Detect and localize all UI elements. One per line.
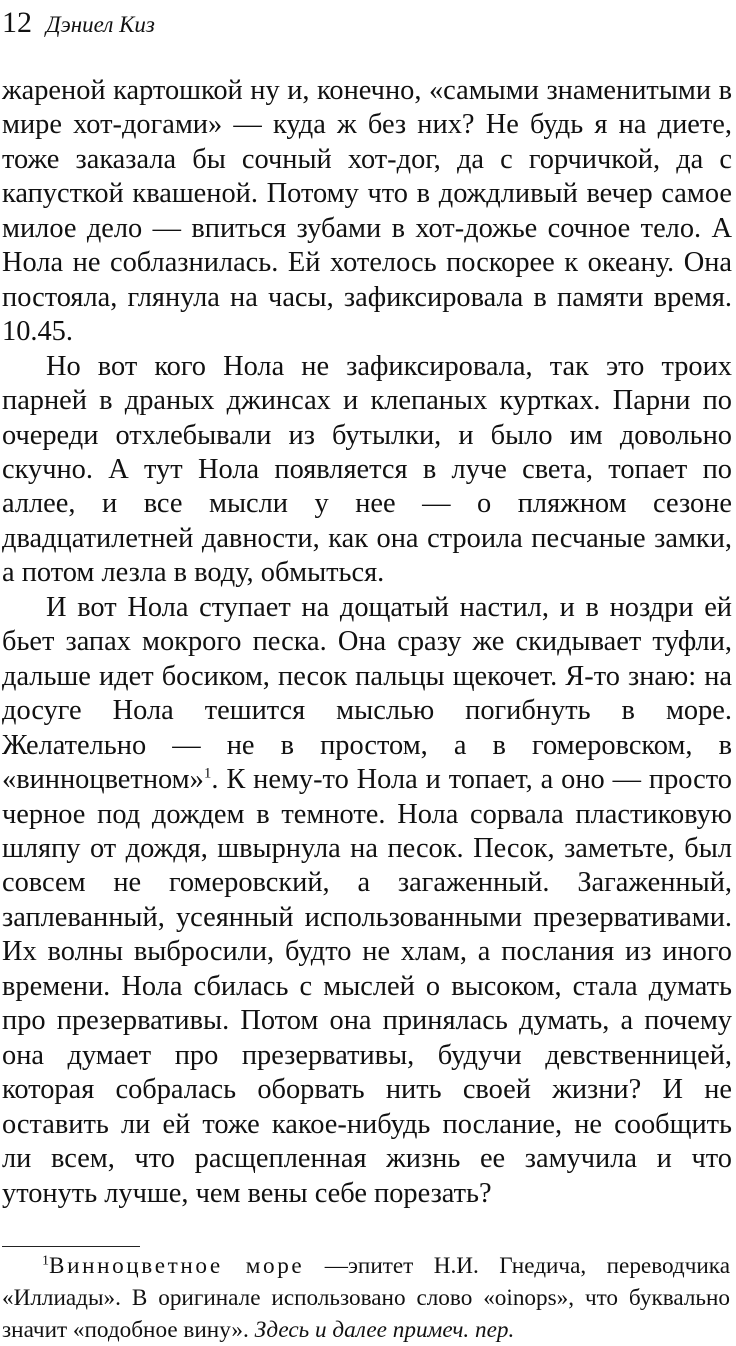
footnote-editor-note: Здесь и далее примеч. пер.: [254, 1317, 515, 1343]
footnote-divider: [2, 1246, 140, 1247]
footnote-text: —эпитет Н.И. Гнедича, переводчика «Иллиады». В оригинале использовано слово «oinops», что буквально значит «подобное вину».: [2, 1253, 730, 1343]
paragraph-3: [2, 591, 732, 1211]
paragraph-1-text: жареной картошкой ну и, конечно, «самыми знаменитыми в мире хот-догами» — куда ж без них? Не будь я на диете, тоже заказала бы сочный хот-дог, да с горчичкой, да с капусткой квашеной. Потому что в дождливый вечер самое милое дело — впиться зубами в хот-дожье сочное тело. А Нола не соблазнилась. Ей хотелось поскорее к океану. Она постояла, глянула на часы, зафиксировала в памяти время. 10.45.: [2, 75, 732, 348]
page-header: [2, 6, 155, 42]
running-head-author: Дэниел Киз: [46, 12, 155, 37]
footnote: [2, 1250, 730, 1346]
paragraph-2-text: Но вот кого Нола не зафиксировала, так это троих парней в драных джинсах и клепаных куртках. Парни по очереди отхлебывали из бутылки, и было им довольно скучно. А тут Нола появляется в луче света, топает по аллее, и все мысли у нее — о пляжном сезоне двадцатилетней давности, как она строила песчаные замки, а потом лезла в воду, обмыться.: [2, 350, 732, 589]
paragraph-1: [2, 74, 732, 350]
page-number: 12: [2, 6, 32, 39]
footnote-reference[interactable]: 1: [203, 765, 212, 782]
paragraph-3-text-before: И вот Нола ступает на дощатый настил, и в ноздри ей бьет запах мокрого песка. Она сразу же скидывает туфли, дальше идет босиком, песок пальцы щекочет. Я-то знаю: на досуге Нола тешится мыслью погибнуть в море. Желательно — не в простом, а в гомеровском, в «винноцветном»: [2, 591, 732, 796]
footnote-term: Винноцветное море: [49, 1253, 305, 1279]
paragraph-3-text-after: . К нему-то Нола и топает, а оно — просто черное под дождем в темноте. Нола сорвала пластиковую шляпу от дождя, швырнула на песок. Песок, заметьте, был совсем не гомеровский, а загаженный. Загаженный, заплеванный, усеянный использованными презервативами. Их волны выбросили, будто не хлам, а послания из иного времени. Нола сбилась с мыслей о высоком, стала думать про презервативы. Потом она принялась думать, а почему она думает про презервативы, будучи девственницей, которая собралась оборвать нить своей жизни? И не оставить ли ей тоже какое-нибудь послание, не сообщить ли всем, что расщепленная жизнь ее замучила и что утонуть лучше, чем вены себе порезать?: [2, 764, 732, 1209]
body-text: [2, 74, 732, 1211]
paragraph-2: [2, 350, 732, 591]
footnote-mark: 1: [42, 1253, 49, 1269]
